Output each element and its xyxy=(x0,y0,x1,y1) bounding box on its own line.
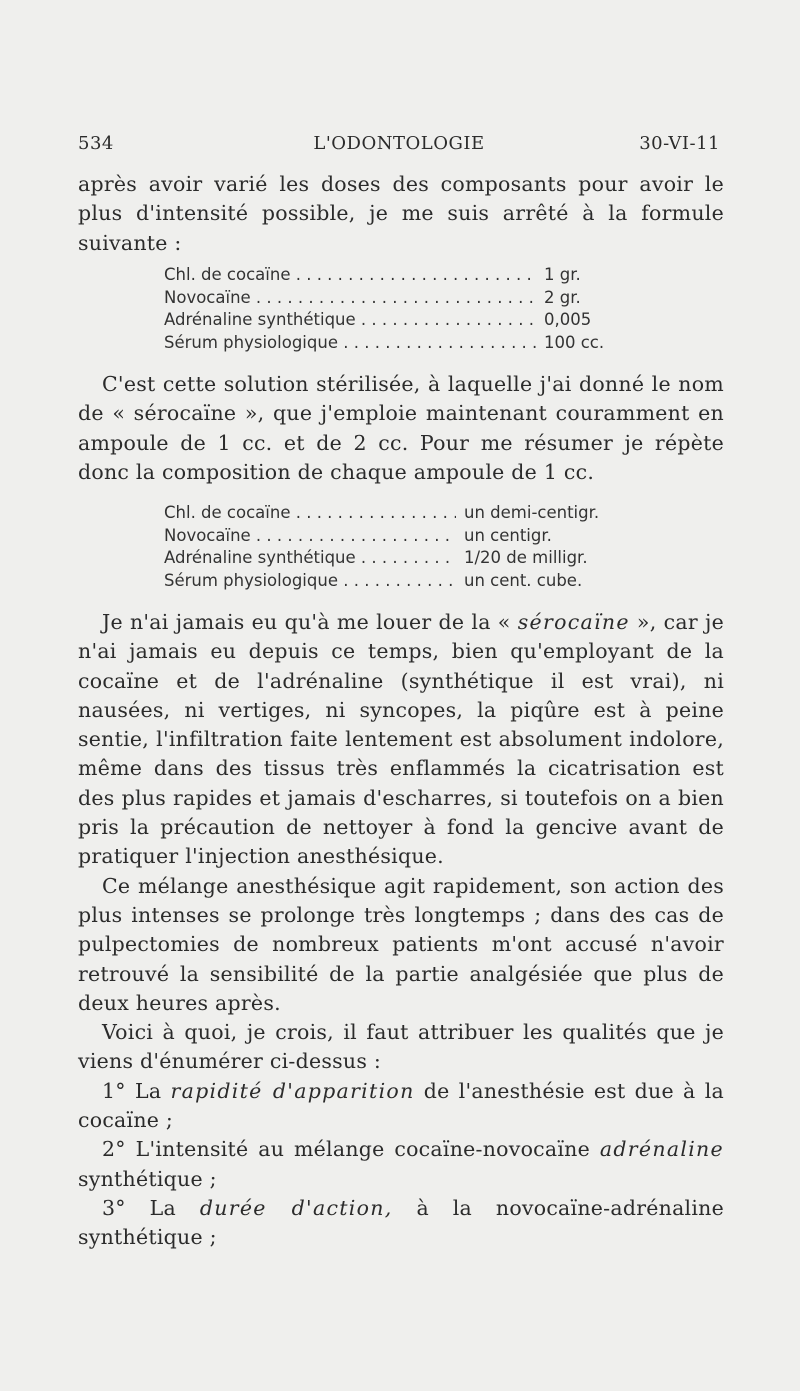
ingredient-quantity: 0,005 xyxy=(544,310,592,329)
formula-row xyxy=(164,287,604,310)
paragraph-qualities: Voici à quoi, je crois, il faut attribuer les qualités que je viens d'énumérer ci-dessus : xyxy=(78,1020,724,1074)
ingredient-quantity: un demi-centigr. xyxy=(464,503,600,522)
paragraph-serocaine: C'est cette solution stérilisée, à laquelle j'ai donné le nom de « sérocaïne », que j'emploie maintenant couramment en ampoule de 1 cc. et de 2 cc. Pour me résumer je répète donc la composition de chaque ampoule de 1 cc. xyxy=(78,372,724,484)
formula-ampoule xyxy=(164,502,599,592)
paragraph-duration: Ce mélange anesthésique agit rapidement, son action des plus intenses se prolonge très longtemps ; dans des cas de pulpectomies de nombreux patients m'ont accusé n'avoir retrouvé la sensibilité de la partie analgésiée que plus de deux heures après. xyxy=(78,873,724,1015)
formula-row xyxy=(164,547,599,570)
ingredient-name: Sérum physiologique . . . xyxy=(164,332,536,355)
list-item: 2° L'intensité au mélange cocaïne-novocaïne adrénaline synthétique ; xyxy=(78,1137,724,1191)
formula-ingredients xyxy=(164,264,604,354)
paragraph-intro: après avoir varié les doses des composants pour avoir le plus d'intensité possible, je me suis arrêté à la formule suivante : xyxy=(78,172,724,255)
ingredient-quantity: un centigr. xyxy=(464,525,552,545)
formula-row xyxy=(164,525,599,548)
paragraph-body xyxy=(78,608,724,1253)
list-item: 1° La rapidité d'apparition de l'anesthésie est due à la cocaïne ; xyxy=(78,1078,724,1133)
formula-row xyxy=(164,570,599,593)
issue-date: 30-VI-11 xyxy=(639,133,720,154)
journal-title: L'ODONTOLOGIE xyxy=(313,133,485,154)
formula-row xyxy=(164,332,604,355)
page-number: 534 xyxy=(78,133,114,154)
ingredient-quantity: un cent. cube. xyxy=(464,570,583,590)
formula-row xyxy=(164,309,604,332)
ingredient-name: Sérum physiologique . . . xyxy=(164,570,456,593)
ingredient-quantity: 1 gr. xyxy=(544,265,581,284)
paragraph-tolerance: Je n'ai jamais eu qu'à me louer de la « sérocaïne », car je n'ai jamais eu depuis ce temps, bien qu'employant de la cocaïne et de l'adrénaline (synthétique il est vrai), ni nausées, ni vertiges, ni syncopes, la piqûre est à peine sentie, l'infiltration faite lentement est absolument indolore, même dans des tissus très enflammés la cicatrisation est des plus rapides et jamais d'escharres, si toutefois on a bien pris la précaution de nettoyer à fond la gencive avant de pratiquer l'injection anesthésique. xyxy=(78,610,724,869)
ingredient-name: Chl. de cocaïne . . . xyxy=(164,502,456,525)
ingredient-quantity: 1/20 de milligr. xyxy=(464,548,588,567)
ingredient-name: Adrénaline synthétique . . . xyxy=(164,547,456,570)
list-item: 3° La durée d'action, à la novocaïne-adrénaline synthétique ; xyxy=(78,1195,724,1250)
ingredient-name: Chl. de cocaïne . . . xyxy=(164,264,536,287)
formula-row xyxy=(164,264,604,287)
running-header xyxy=(78,133,720,159)
ingredient-quantity: 100 cc. xyxy=(544,332,605,352)
ingredient-name: Adrénaline synthétique . . . xyxy=(164,309,536,332)
ingredient-quantity: 2 gr. xyxy=(544,287,581,307)
ingredient-name: Novocaïne . . . xyxy=(164,525,456,548)
formula-row xyxy=(164,502,599,525)
ingredient-name: Novocaïne . . . xyxy=(164,287,536,310)
